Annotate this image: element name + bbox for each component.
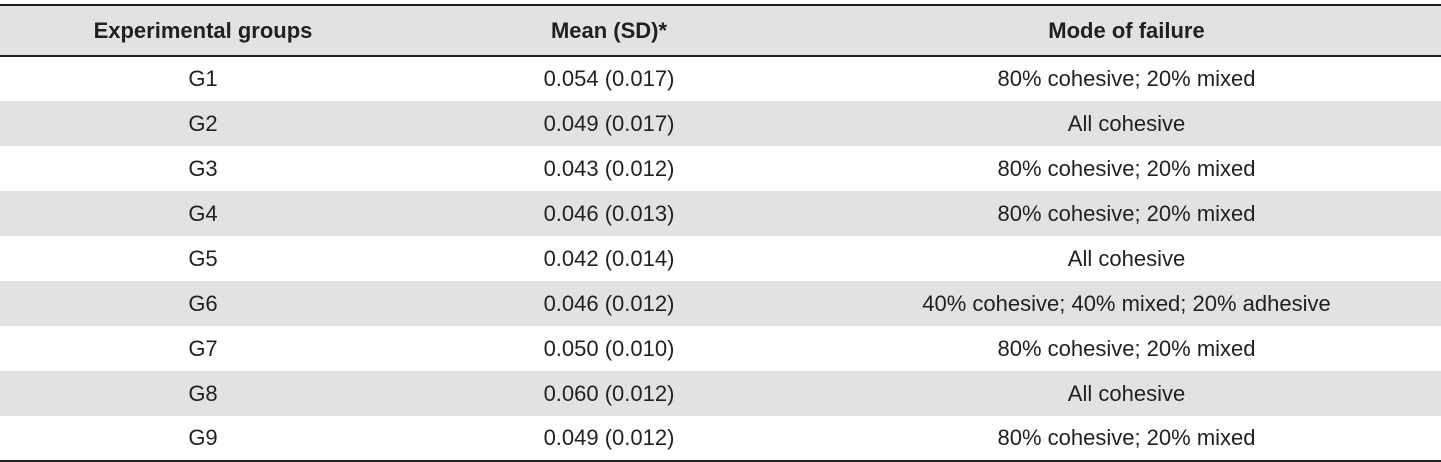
header-mode-of-failure: Mode of failure	[812, 5, 1441, 56]
cell-group: G1	[188, 66, 218, 91]
cell-mean-sd: 0.046 (0.012)	[543, 290, 675, 316]
table-row	[0, 416, 1441, 461]
table-header	[0, 5, 1441, 56]
header-experimental-groups: Experimental groups	[0, 5, 406, 56]
cell-group: G7	[188, 335, 218, 361]
header-row	[0, 5, 1441, 56]
cell-mode-of-failure: All cohesive	[1067, 110, 1186, 136]
table-row	[0, 236, 1441, 281]
cell-mean-sd: 0.043 (0.012)	[543, 155, 675, 181]
cell-mean-sd: 0.049 (0.017)	[543, 110, 675, 136]
cell-group: G4	[188, 200, 218, 226]
cell-mode-of-failure: 80% cohesive; 20% mixed	[812, 416, 1441, 461]
cell-group: G9	[0, 416, 406, 461]
cell-mean-sd: 0.049 (0.012)	[406, 416, 812, 461]
cell-mean-sd: 0.046 (0.013)	[543, 200, 675, 226]
cell-mode-of-failure: 80% cohesive; 20% mixed	[997, 66, 1256, 91]
header-mean-sd: Mean (SD)*	[406, 5, 812, 56]
cell-mode-of-failure: 80% cohesive; 20% mixed	[997, 335, 1256, 361]
table-row	[0, 326, 1441, 371]
cell-mode-of-failure: All cohesive	[1067, 380, 1186, 406]
table-row	[0, 101, 1441, 146]
table-row	[0, 56, 1441, 101]
table-row	[0, 371, 1441, 416]
cell-mean-sd: 0.060 (0.012)	[543, 380, 675, 406]
cell-mode-of-failure: 80% cohesive; 20% mixed	[997, 200, 1256, 226]
cell-mean-sd: 0.050 (0.010)	[543, 335, 675, 361]
cell-mean-sd: 0.042 (0.014)	[543, 245, 675, 271]
table-body	[0, 56, 1441, 461]
table-row	[0, 281, 1441, 326]
cell-group: G8	[188, 380, 218, 406]
cell-mean-sd: 0.054 (0.017)	[543, 66, 675, 91]
table-row	[0, 191, 1441, 236]
table-row	[0, 146, 1441, 191]
results-table	[0, 4, 1441, 462]
cell-group: G6	[188, 290, 218, 316]
cell-group: G5	[188, 245, 218, 271]
cell-group: G3	[188, 155, 218, 181]
cell-mode-of-failure: 80% cohesive; 20% mixed	[997, 155, 1256, 181]
cell-mode-of-failure: All cohesive	[1067, 245, 1186, 271]
cell-group: G2	[188, 110, 218, 136]
cell-mode-of-failure: 40% cohesive; 40% mixed; 20% adhesive	[922, 290, 1331, 316]
